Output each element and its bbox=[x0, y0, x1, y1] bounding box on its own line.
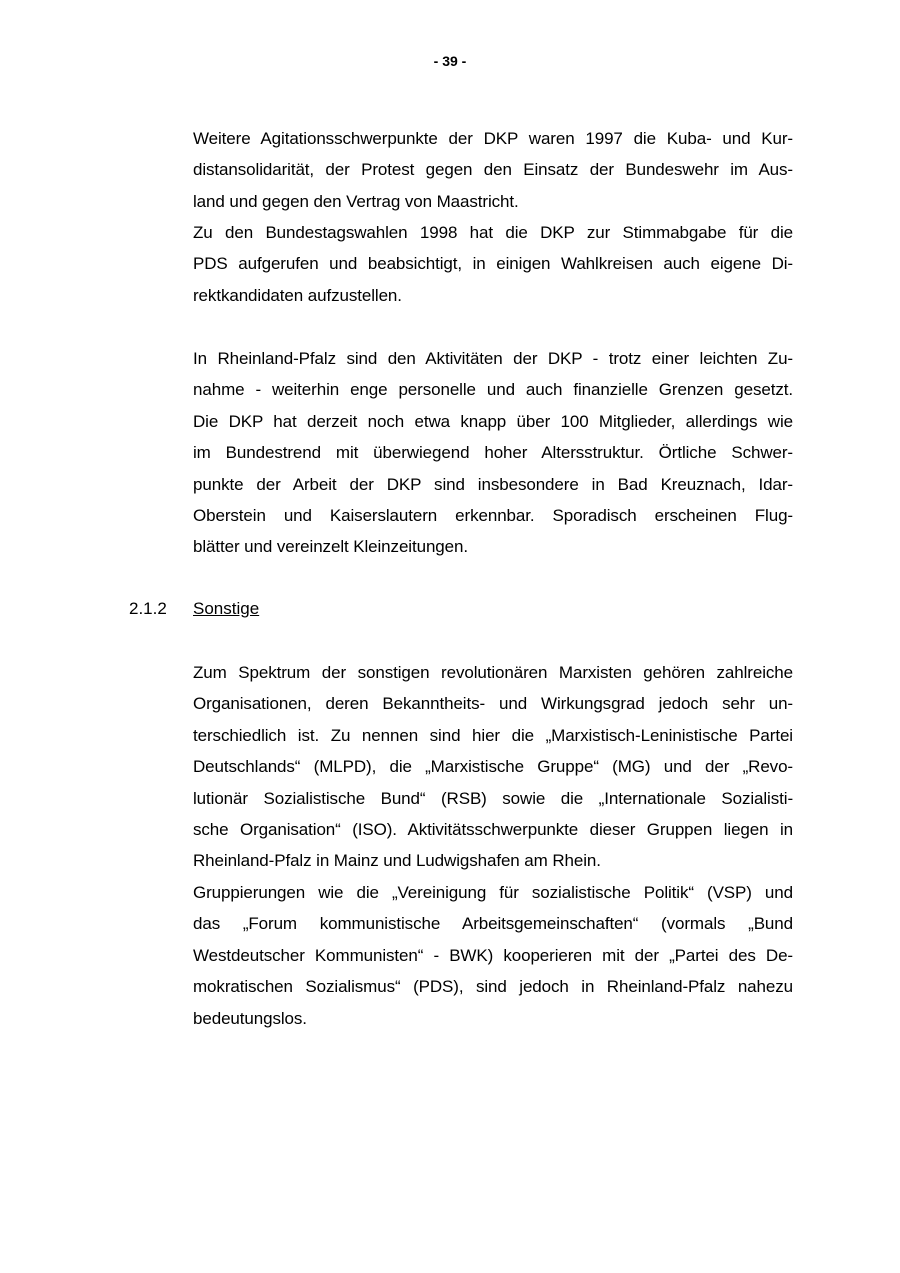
text-line: In Rheinland-Pfalz sind den Aktivitäten der DKP - trotz einer leichten Zu- bbox=[193, 349, 793, 368]
text-line: das „Forum kommunistische Arbeitsgemeinschaften“ (vormals „Bund bbox=[193, 914, 793, 934]
paragraph-elections bbox=[193, 217, 793, 311]
text-line: Rheinland-Pfalz in Mainz und Ludwigshafen am Rhein. bbox=[193, 851, 601, 871]
text-line: Gruppierungen wie die „Vereinigung für sozialistische Politik“ (VSP) und bbox=[193, 883, 793, 902]
text-line: nahme - weiterhin enge personelle und auch finanzielle Grenzen gesetzt. bbox=[193, 380, 793, 400]
text-line: Organisationen, deren Bekanntheits- und Wirkungsgrad jedoch sehr un- bbox=[193, 694, 793, 714]
text-line: Deutschlands“ (MLPD), die „Marxistische Gruppe“ (MG) und der „Revo- bbox=[193, 757, 793, 777]
text-line: bedeutungslos. bbox=[193, 1008, 307, 1028]
paragraph-agitation bbox=[193, 123, 793, 217]
text-line: lutionär Sozialistische Bund“ (RSB) sowie die „Internationale Sozialisti- bbox=[193, 788, 793, 808]
paragraph-rheinland-pfalz bbox=[193, 343, 793, 563]
text-line: Oberstein und Kaiserslautern erkennbar. Sporadisch erscheinen Flug- bbox=[193, 506, 793, 526]
text-line: Weitere Agitationsschwerpunkte der DKP waren 1997 die Kuba- und Kur- bbox=[193, 129, 793, 148]
text-line: blätter und vereinzelt Kleinzeitungen. bbox=[193, 537, 468, 557]
text-line: punkte der Arbeit der DKP sind insbesondere in Bad Kreuznach, Idar- bbox=[193, 474, 793, 494]
text-line: Westdeutscher Kommunisten“ - BWK) kooperieren mit der „Partei des De- bbox=[193, 945, 793, 965]
text-line: land und gegen den Vertrag von Maastricht. bbox=[193, 191, 519, 211]
section-title: Sonstige bbox=[193, 599, 260, 618]
page-number: - 39 - bbox=[433, 53, 467, 69]
text-line: distansolidarität, der Protest gegen den Einsatz der Bundeswehr im Aus- bbox=[193, 160, 793, 180]
text-line: im Bundestrend mit überwiegend hoher Altersstruktur. Örtliche Schwer- bbox=[193, 443, 793, 463]
paragraph-groupings bbox=[193, 877, 793, 1034]
text-line: terschiedlich ist. Zu nennen sind hier die „Marxistisch-Leninistische Partei bbox=[193, 725, 793, 745]
paragraph-marxists bbox=[193, 657, 793, 877]
text-line: Die DKP hat derzeit noch etwa knapp über 100 Mitglieder, allerdings wie bbox=[193, 411, 793, 431]
text-line: Zum Spektrum der sonstigen revolutionären Marxisten gehören zahlreiche bbox=[193, 663, 793, 682]
text-line: rektkandidaten aufzustellen. bbox=[193, 285, 402, 305]
text-line: mokratischen Sozialismus“ (PDS), sind jedoch in Rheinland-Pfalz nahezu bbox=[193, 977, 793, 997]
section-number: 2.1.2 bbox=[129, 599, 167, 618]
text-line: sche Organisation“ (ISO). Aktivitätsschwerpunkte dieser Gruppen liegen in bbox=[193, 820, 793, 840]
text-line: PDS aufgerufen und beabsichtigt, in einigen Wahlkreisen auch eigene Di- bbox=[193, 254, 793, 274]
text-line: Zu den Bundestagswahlen 1998 hat die DKP zur Stimmabgabe für die bbox=[193, 223, 793, 242]
